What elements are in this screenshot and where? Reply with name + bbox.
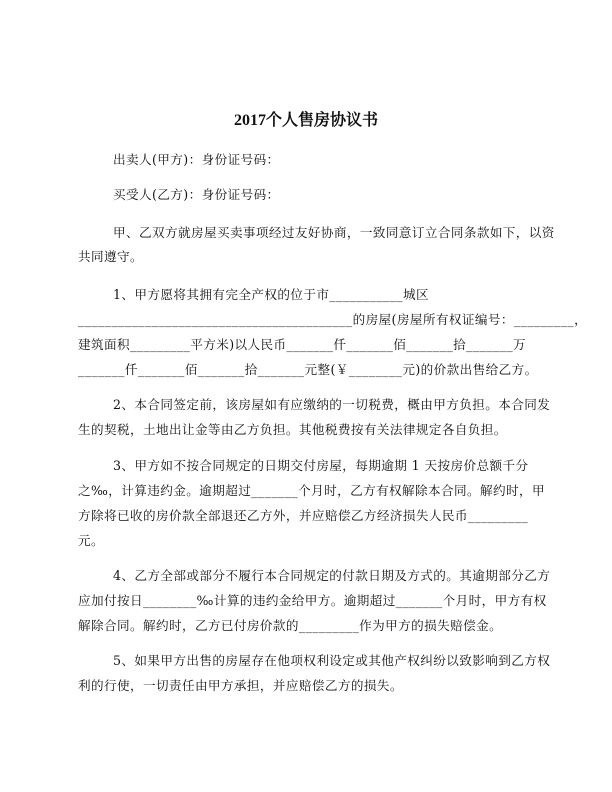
seller-line: 出卖人(甲方)：身份证号码： — [113, 152, 280, 167]
clause-2-line: 生的契税，土地出让金等由乙方负担。其他税费按有关法律规定各自负担。 — [78, 422, 507, 437]
clause-4-line: 解除合同。解约时，乙方已付房价款的_________作为甲方的损失赔偿金。 — [78, 618, 503, 633]
intro-line: 甲、乙双方就房屋买卖事项经过友好协商，一致同意订立合同条款如下，以资 — [113, 225, 555, 240]
clause-1-line: _________________________________________的房屋(房屋所有权证编号：_________， — [78, 312, 588, 327]
intro-line: 共同遵守。 — [78, 249, 143, 264]
clause-1-line: _______仟_______佰_______拾_______元整(￥________元)的价款出售给乙方。 — [78, 362, 538, 377]
clause-5-line: 利的行使，一切责任由甲方承担，并应赔偿乙方的损失。 — [78, 678, 403, 693]
document-title: 2017个人售房协议书 — [233, 112, 378, 129]
clause-4-line: 4、乙方全部或部分不履行本合同规定的付款日期及方式的。其逾期部分乙方 — [113, 568, 551, 583]
clause-3-line: 之‰，计算违约金。逾期超过_______个月时，乙方有权解除本合同。解约时，甲 — [78, 483, 545, 498]
clause-5-line: 5、如果甲方出售的房屋存在他项权利设定或其他产权纠纷以致影响到乙方权 — [113, 653, 551, 668]
clause-4-line: 应加付按日________‰计算的违约金给甲方。逾期超过_______个月时，甲方有权 — [78, 593, 547, 608]
clause-3-line: 3、甲方如不按合同规定的日期交付房屋，每期逾期 1 天按房价总额千分 — [113, 458, 529, 473]
buyer-line: 买受人(乙方)：身份证号码： — [113, 187, 280, 202]
clause-3-line: 方除将已收的房价款全部退还乙方外，并应赔偿乙方经济损失人民币_________ — [78, 508, 529, 523]
clause-1-line: 建筑面积_________平方米)以人民币_______仟_______佰_______拾_______万 — [78, 337, 527, 352]
clause-1-line: 1、甲方愿将其拥有完全产权的位于市___________城区 — [113, 287, 429, 302]
clause-2-line: 2、本合同签定前，该房屋如有应缴纳的一切税费，概由甲方负担。本合同发 — [113, 397, 551, 412]
clause-3-line: 元。 — [78, 533, 104, 548]
